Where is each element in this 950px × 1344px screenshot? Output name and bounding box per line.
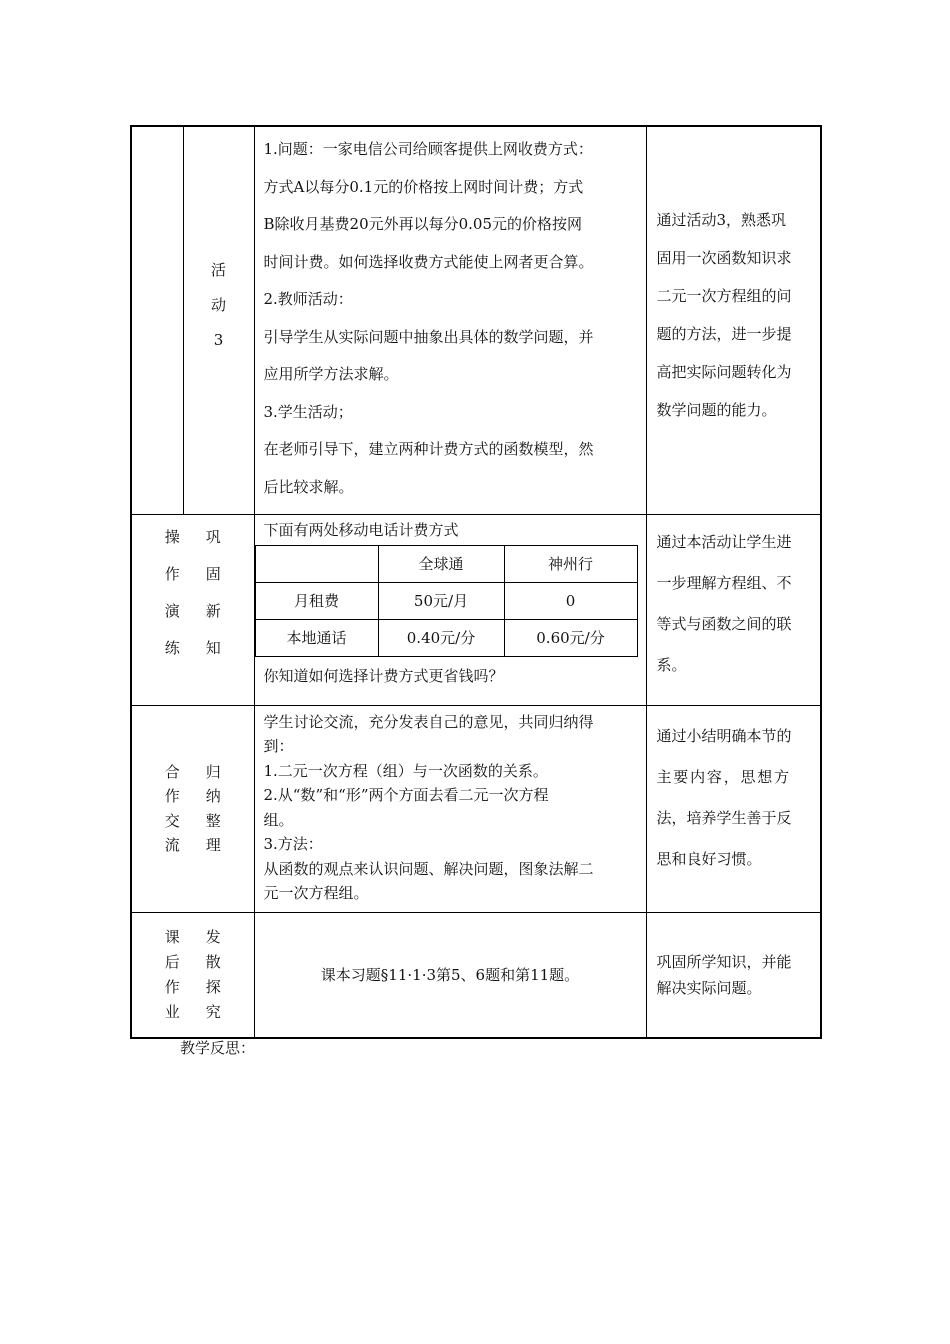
practice-label-left-1: 操 <box>164 527 180 546</box>
homework-label-right-1: 发 <box>205 927 221 946</box>
summary-label-right-3: 整 <box>205 811 221 830</box>
practice-content-cell <box>254 514 646 705</box>
summary-line-1: 学生讨论交流，充分发表自己的意见，共同归纳得 <box>263 712 594 731</box>
summary-content-cell <box>254 705 646 912</box>
phone-fee-table <box>255 545 638 657</box>
practice-aim-cell <box>646 514 821 705</box>
fee-cell: 月租费 <box>255 582 378 619</box>
homework-aim-2: 解决实际问题。 <box>656 978 762 997</box>
summary-label-right-1: 归 <box>205 762 221 781</box>
practice-label-cell <box>131 514 254 705</box>
practice-label-left-2: 作 <box>164 564 180 583</box>
practice-label-right-4: 知 <box>205 638 221 657</box>
practice-label-left-4: 练 <box>164 638 180 657</box>
activity3-aim-cell <box>646 126 821 514</box>
activity3-line-4: 时间计费。如何选择收费方式能使上网者更合算。 <box>263 252 594 271</box>
fee-table-header-row <box>255 545 637 582</box>
activity3-label-2: 动 <box>210 295 226 314</box>
homework-aim-1: 巩固所学知识，并能 <box>656 952 792 971</box>
lesson-plan-table <box>130 125 822 1039</box>
homework-label-right-2: 散 <box>205 952 221 971</box>
activity3-aim-6: 数学问题的能力。 <box>656 401 777 420</box>
practice-label-left-3: 演 <box>164 601 180 620</box>
homework-aim-cell <box>646 912 821 1038</box>
practice-label-right-3: 新 <box>205 601 221 620</box>
fee-table-row <box>255 582 637 619</box>
homework-label-left-2: 后 <box>164 952 180 971</box>
summary-line-2: 到： <box>263 737 294 755</box>
practice-aim-1: 通过本活动让学生进 <box>656 532 792 551</box>
homework-label-left-1: 课 <box>164 927 180 946</box>
summary-label-left-4: 流 <box>164 836 180 854</box>
activity3-line-6: 引导学生从实际问题中抽象出具体的数学问题，并 <box>263 327 594 346</box>
activity3-line-2: 方式A以每分0.1元的价格按上网时间计费；方式 <box>263 177 584 196</box>
activity3-line-3: B除收月基费20元外再以每分0.05元的价格按网 <box>263 215 583 233</box>
fee-cell: 50元/月 <box>378 582 504 619</box>
fee-header-shenzhouxing: 神州行 <box>504 545 637 582</box>
activity3-line-5: 2.教师活动： <box>263 290 353 308</box>
fee-cell: 本地通话 <box>255 619 378 656</box>
teaching-reflection-label: 教学反思： <box>180 1039 256 1057</box>
fee-header-quanqiutong: 全球通 <box>378 545 504 582</box>
activity3-line-1: 1.问题：一家电信公司给顾客提供上网收费方式： <box>263 140 593 158</box>
practice-aim-3: 等式与函数之间的联 <box>656 614 792 633</box>
summary-line-4: 2.从“数”和“形”两个方面去看二元一次方程 <box>263 786 549 804</box>
fee-cell: 0 <box>504 582 637 619</box>
activity3-row <box>131 126 821 514</box>
summary-label-left-1: 合 <box>164 762 180 781</box>
summary-aim-4: 思和良好习惯。 <box>656 849 762 868</box>
summary-aim-cell <box>646 705 821 912</box>
summary-line-6: 3.方法： <box>263 835 323 853</box>
summary-label-right-2: 纳 <box>205 787 221 805</box>
activity3-line-7: 应用所学方法求解。 <box>263 365 399 383</box>
activity3-label-1: 活 <box>210 260 226 279</box>
summary-line-3: 1.二元一次方程（组）与一次函数的关系。 <box>263 761 548 780</box>
practice-label-right-2: 固 <box>205 564 221 583</box>
practice-label-right-1: 巩 <box>205 527 221 546</box>
summary-label-left-3: 交 <box>164 811 180 830</box>
practice-aim-4: 系。 <box>656 655 687 674</box>
summary-label-left-2: 作 <box>164 787 180 805</box>
fee-header-blank <box>255 545 378 582</box>
summary-label-right-4: 理 <box>205 836 221 854</box>
homework-text: 课本习题§11·1·3第5、6题和第11题。 <box>320 966 580 985</box>
summary-row <box>131 705 821 912</box>
activity3-line-10: 后比较求解。 <box>263 477 354 496</box>
summary-line-8: 元一次方程组。 <box>263 884 369 902</box>
activity3-aim-4: 题的方法，进一步提 <box>656 325 792 344</box>
summary-line-7: 从函数的观点来认识问题、解决问题，图象法解二 <box>263 859 594 878</box>
homework-label-left-4: 业 <box>164 1002 180 1021</box>
summary-aim-1: 通过小结明确本节的 <box>656 726 792 745</box>
practice-question: 你知道如何选择计费方式更省钱吗？ <box>263 666 504 685</box>
fee-cell: 0.40元/分 <box>378 619 504 656</box>
homework-row <box>131 912 821 1038</box>
activity3-aim-1: 通过活动3，熟悉巩 <box>656 211 787 230</box>
activity3-aim-3: 二元一次方程组的问 <box>656 287 792 306</box>
homework-label-right-4: 究 <box>205 1002 221 1021</box>
activity3-aim-2: 固用一次函数知识求 <box>656 249 792 268</box>
activity3-blank-cell <box>131 126 183 514</box>
practice-aim-2: 一步理解方程组、不 <box>656 573 792 592</box>
activity3-line-8: 3.学生活动； <box>263 402 353 421</box>
activity3-aim-5: 高把实际问题转化为 <box>656 363 792 382</box>
homework-label-cell <box>131 912 254 1038</box>
practice-row <box>131 514 821 705</box>
homework-label-right-3: 探 <box>205 977 221 996</box>
activity3-label-3: 3 <box>213 330 224 349</box>
summary-aim-2: 主要内容，思想方 <box>656 767 791 786</box>
summary-label-cell <box>131 705 254 912</box>
homework-content-cell <box>254 912 646 1038</box>
fee-table-row <box>255 619 637 656</box>
activity3-line-9: 在老师引导下，建立两种计费方式的函数模型，然 <box>263 440 594 458</box>
summary-aim-3: 法，培养学生善于反 <box>656 808 792 827</box>
summary-line-5: 组。 <box>263 810 294 829</box>
activity3-label-cell <box>183 126 254 514</box>
homework-label-left-3: 作 <box>164 977 180 996</box>
fee-cell: 0.60元/分 <box>504 619 637 656</box>
practice-intro: 下面有两处移动电话计费方式 <box>263 520 459 539</box>
activity3-content-cell <box>254 126 646 514</box>
